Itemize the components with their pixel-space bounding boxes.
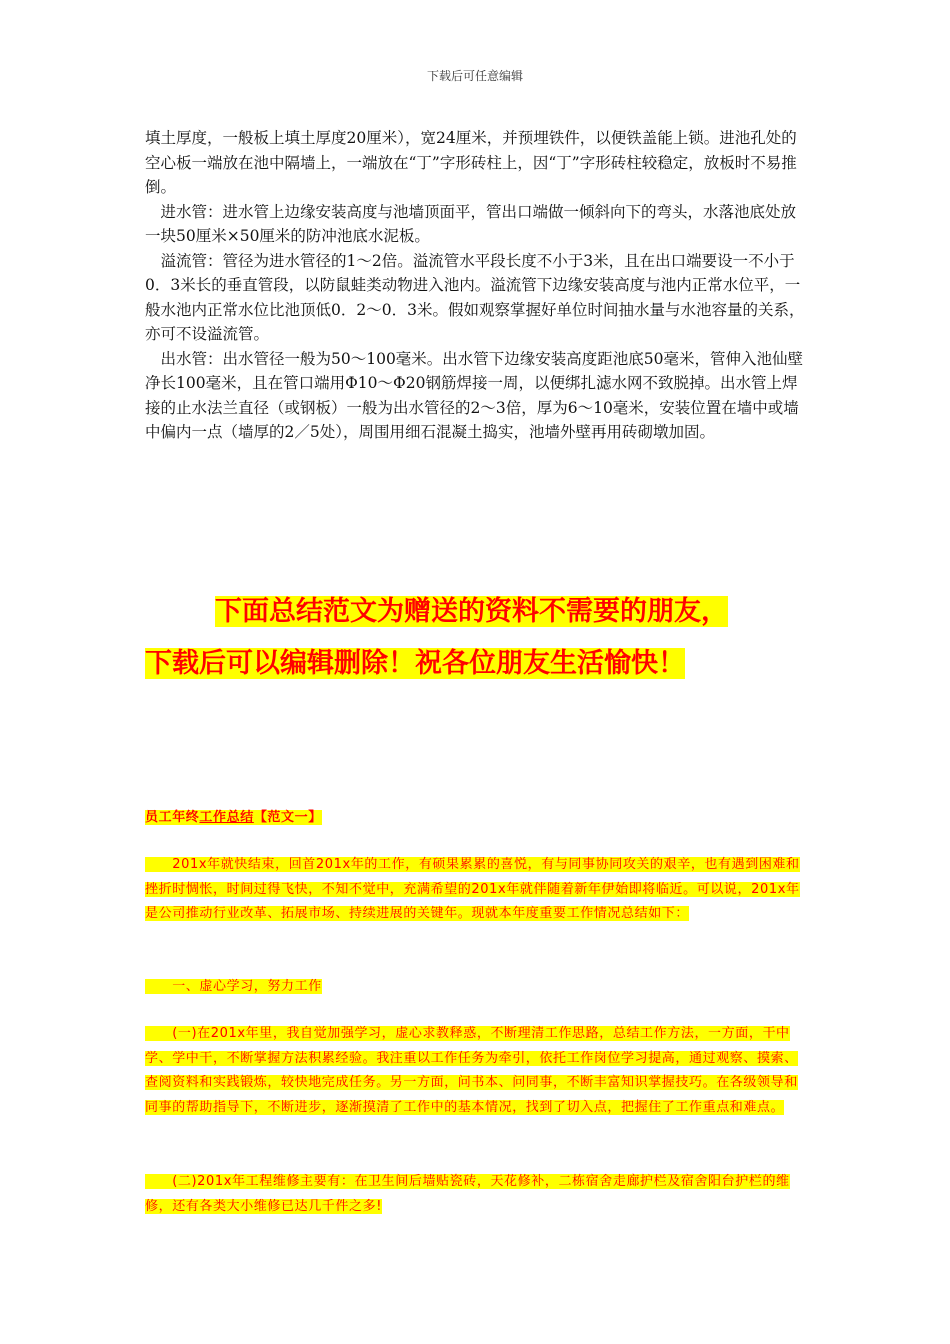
banner-line-1: 下面总结范文为赠送的资料不需要的朋友， [215,596,728,627]
banner-line-2: 下载后可以编辑删除！祝各位朋友生活愉快！ [145,648,685,679]
sample-paragraph-1: 201x年就快结束，回首201x年的工作，有硕果累累的喜悦，有与同事协同攻关的艰辛，也有遇到困难和挫折时惆怅，时间过得飞快，不知不觉中，充满希望的201x年就伴随着新年伊始即将临近。可以说，201x年是公司推动行业改革、拓展市场、持续进展的关键年。现就本年度重要工作情况总结如下： [145,857,800,921]
title-suffix: 【范文一】 [253,810,322,825]
title-link[interactable]: 工作总结 [199,810,254,825]
paragraph-inlet-pipe: 进水管：进水管上边缘安装高度与池墙顶面平，管出口端做一倾斜向下的弯头，水落池底处放一块50厘米×50厘米的防冲池底水泥板。 [145,202,797,245]
paragraph-fill: 填土厚度，一般板上填土厚度20厘米），宽24厘米，并预埋铁件，以便铁盖能上锁。进池孔处的空心板一端放在池中隔墙上，一端放在“丁”字形砖柱上，因“丁”字形砖柱较稳定，放板时不易推倒。 [145,129,797,196]
sample-heading-1: 一、虚心学习，努力工作 [145,979,322,994]
sample-paragraph-2: (一)在201x年里，我自觉加强学习，虚心求教释惑，不断理清工作思路，总结工作方法，一方面，干中学、学中干，不断掌握方法积累经验。我注重以工作任务为牵引，依托工作岗位学习提高，通过观察、摸索、查阅资料和实践锻炼，较快地完成任务。另一方面，问书本、问同事，不断丰富知识掌握技巧。在各级领导和同事的帮助指导下，不断进步，逐渐摸清了工作中的基本情况，找到了切入点，把握住了工作重点和难点。 [145,1026,798,1115]
paragraph-overflow-pipe: 溢流管：管径为进水管径的1～2倍。溢流管水平段长度不小于3米，且在出口端要设一不小于0．3米长的垂直管段，以防鼠蛙类动物进入池内。溢流管下边缘安装高度与池内正常水位平，一般水池内正常水位比池顶低0．2～0．3米。假如观察掌握好单位时间抽水量与水池容量的关系，亦可不设溢流管。 [145,251,805,343]
page-header: 下载后可任意编辑 [426,69,523,83]
sample-title [145,806,807,831]
sample-paragraph-3: (二)201x年工程维修主要有：在卫生间后墙贴瓷砖，天花修补，二栋宿舍走廊护栏及宿舍阳台护栏的维修，还有各类大小维修已达几千件之多! [145,1174,790,1214]
title-prefix: 员工年终 [145,810,200,825]
body-text [145,126,807,445]
paragraph-outlet-pipe: 出水管：出水管径一般为50～100毫米。出水管下边缘安装高度距池底50毫米，管伸入池仙壁净长100毫米，且在管口端用Φ10～Φ20钢筋焊接一周，以便绑扎滤水网不致脱掉。出水管上焊接的止水法兰直径（或钢板）一般为出水管径的2～3倍，厚为6～10毫米，安装位置在墙中或墙中偏内一点（墙厚的2／5处），周围用细石混凝土捣实，池墙外壁再用砖砌墩加固。 [145,349,804,441]
